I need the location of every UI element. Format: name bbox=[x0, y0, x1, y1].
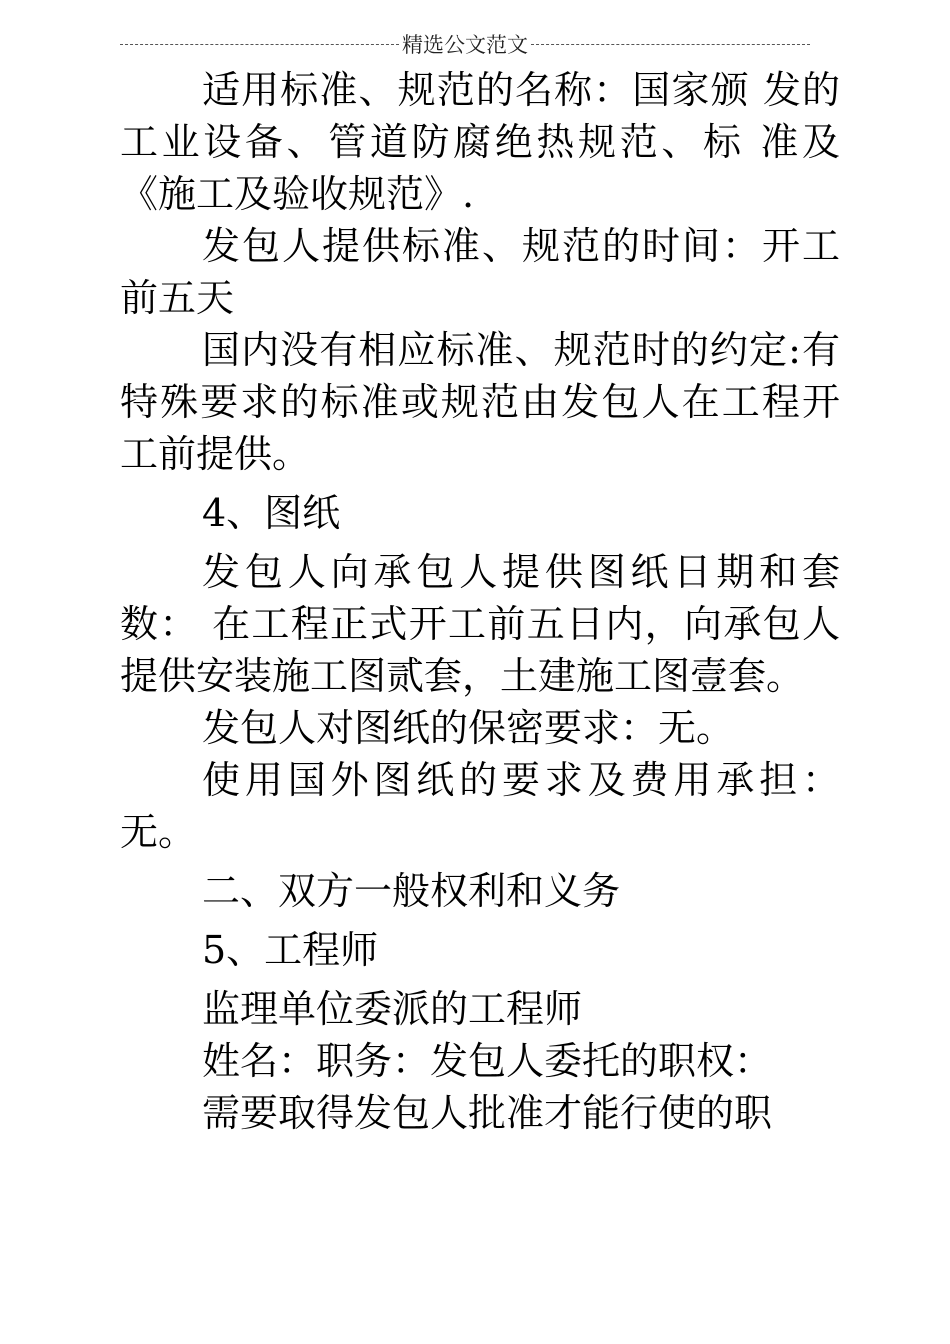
paragraph-drawings-confidentiality: 发包人对图纸的保密要求：无。 bbox=[202, 706, 735, 750]
paragraph-supervisor-engineer: 监理单位委派的工程师 bbox=[202, 987, 583, 1031]
section-heading-rights: 二、双方一般权利和义务 bbox=[202, 869, 621, 913]
header-title: 精选公文范文 bbox=[402, 33, 528, 57]
section-heading-drawings: 4、图纸 bbox=[202, 491, 341, 535]
paragraph-standards-time: 发包人提供标准、规范的时间：开工前五天 bbox=[120, 224, 840, 320]
paragraph-approval-powers: 需要取得发包人批准才能行使的职 bbox=[202, 1091, 773, 1135]
header-dash-right bbox=[531, 44, 810, 45]
paragraph-foreign-drawings: 使用国外图纸的要求及费用承担：无。 bbox=[120, 758, 840, 854]
document-body bbox=[120, 64, 840, 1139]
paragraph-standards-agreement: 国内没有相应标准、规范时的约定:有特殊要求的标准或规范由发包人在工程开工前提供。 bbox=[120, 328, 840, 476]
paragraph-standards-name: 适用标准、规范的名称：国家颁 发的工业设备、管道防腐绝热规范、标 准及《施工及验收规范》. bbox=[120, 68, 840, 216]
paragraph-engineer-fields: 姓名：职务：发包人委托的职权： bbox=[202, 1039, 773, 1083]
page-header bbox=[120, 30, 810, 58]
paragraph-drawings-date: 发包人向承包人提供图纸日期和套数： 在工程正式开工前五日内，向承包人提供安装施工图贰套，土建施工图壹套。 bbox=[120, 550, 840, 698]
section-heading-engineer: 5、工程师 bbox=[202, 928, 379, 972]
header-dash-left bbox=[120, 44, 399, 45]
